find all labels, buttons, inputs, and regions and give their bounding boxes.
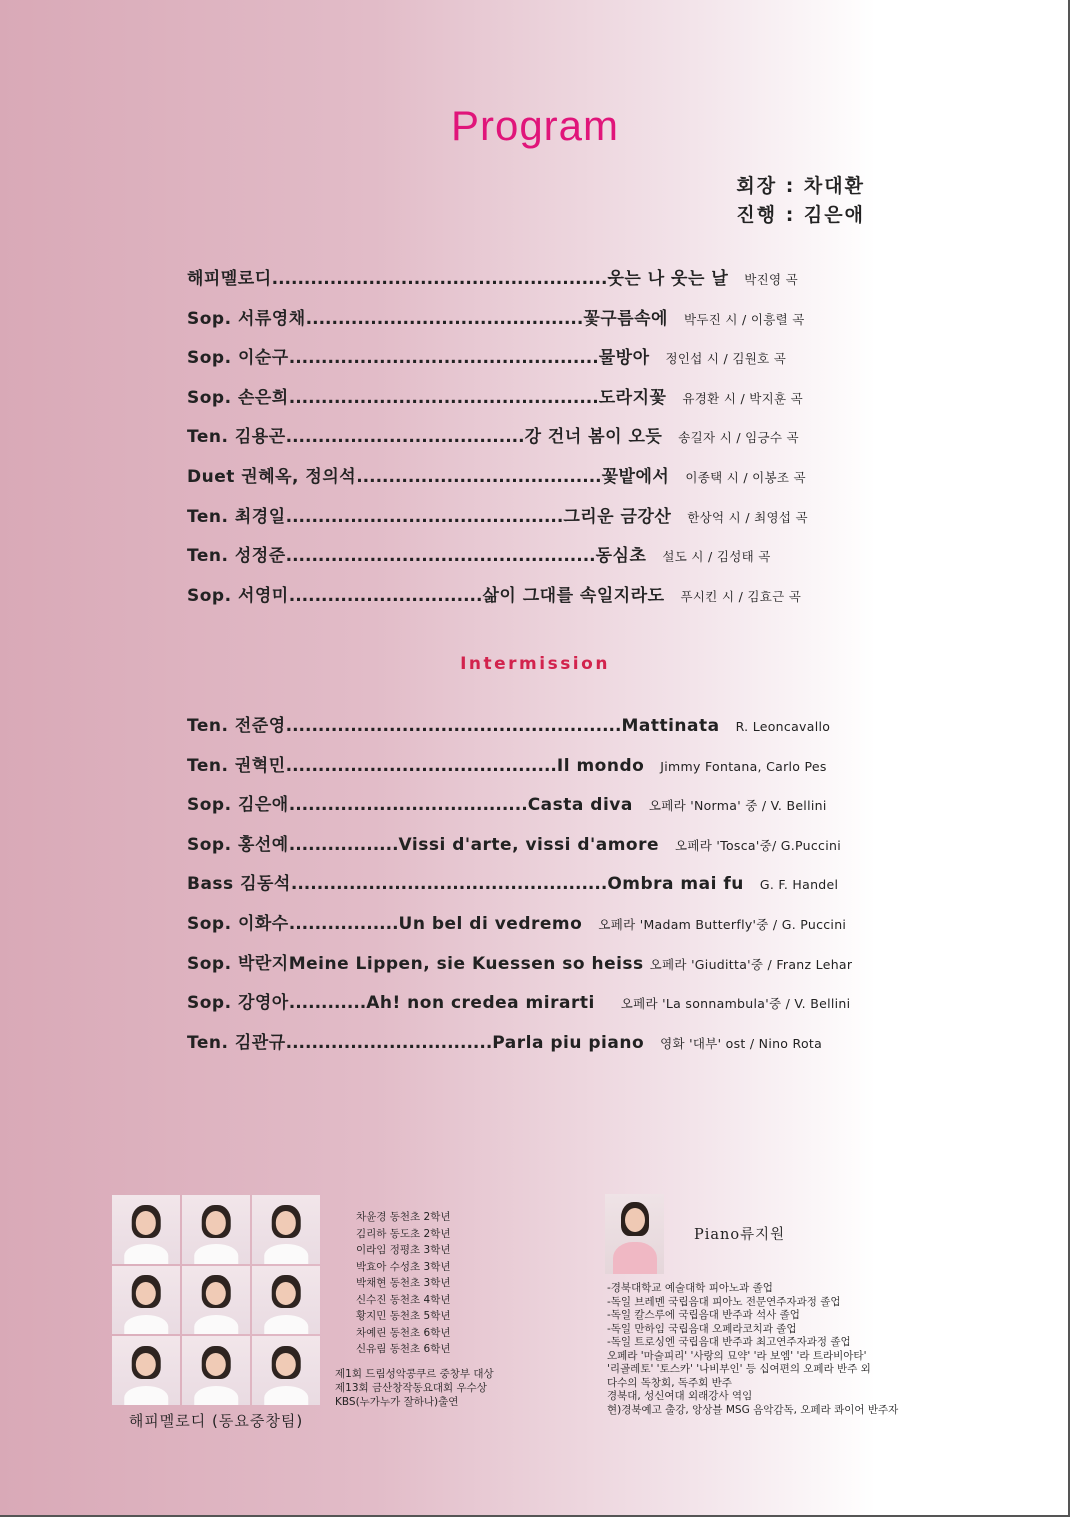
performer: Duet 권혜옥, 정의석 <box>187 467 357 487</box>
performer: Ten. 권혁민 <box>187 756 286 776</box>
leader-dots: ................. <box>288 835 399 855</box>
leader-dots: ............ <box>288 993 367 1013</box>
program-row <box>187 581 801 611</box>
leader-dots: ................................................. <box>290 874 608 894</box>
member-item: 차예린 동천초 6학년 <box>356 1326 451 1339</box>
host-emcee: 진행 : 김은애 <box>736 204 865 226</box>
member-item: 차윤경 동천초 2학년 <box>356 1211 451 1223</box>
program-row <box>187 830 841 860</box>
song-title: 삶이 그대를 속일지라도 <box>482 586 665 606</box>
member-photo <box>252 1336 320 1405</box>
song-credit: 오페라 'Tosca'중/ G.Puccini <box>675 838 841 853</box>
program-row <box>187 502 808 532</box>
leader-dots: ................................................ <box>288 348 599 368</box>
member-photo <box>252 1195 320 1264</box>
performer: Sop. 김은애 <box>187 795 289 815</box>
leader-dots: ..................................... <box>288 795 528 815</box>
performer: Sop. 홍선예 <box>187 835 289 855</box>
performer: Ten. 최경일 <box>187 507 286 527</box>
leader-dots: .............................. <box>288 586 483 606</box>
performer: Sop. 서류영채 <box>187 309 306 329</box>
leader-dots: .................................................... <box>285 716 622 736</box>
leader-dots: ................................................ <box>288 388 599 408</box>
member-photo <box>182 1195 250 1264</box>
leader-dots: ..................................... <box>285 427 525 447</box>
bio-line: -독일 트로싱엔 국립음대 반주과 최고연주자과정 졸업 <box>607 1336 851 1348</box>
program-row <box>187 751 827 781</box>
leader-dots: ................................................ <box>285 546 596 566</box>
performer: Bass 김동석 <box>187 874 291 894</box>
program-row <box>187 462 806 492</box>
award-list <box>335 1367 494 1409</box>
performer: Sop. 이화수 <box>187 914 289 934</box>
bio-line: -독일 만하임 국립음대 오페라코치과 졸업 <box>607 1322 797 1335</box>
performer: Sop. 박란지 <box>187 954 289 974</box>
pianist-name: Piano류지원 <box>694 1227 786 1243</box>
song-credit: 박진영 곡 <box>744 272 799 287</box>
performer: Sop. 서영미 <box>187 586 289 606</box>
member-item: 신수진 동천초 4학년 <box>356 1293 451 1306</box>
hosts-block <box>736 172 865 230</box>
song-credit: 박두진 시 / 이흥렬 곡 <box>683 312 805 327</box>
bio-line: -독일 브레멘 국립음대 피아노 전문연주자과정 졸업 <box>607 1295 841 1308</box>
program-row <box>187 711 830 741</box>
song-title: 그리운 금강산 <box>563 507 672 527</box>
bio-line: -독일 칼스루에 국립음대 반주과 석사 졸업 <box>607 1309 800 1321</box>
song-title: Vissi d'arte, vissi d'amore <box>398 835 660 855</box>
page-title: Program <box>450 102 620 149</box>
song-title: 도라지꽃 <box>598 388 667 408</box>
program-row <box>187 383 803 413</box>
program-row <box>187 909 846 939</box>
song-credit: 오페라 'Giuditta'중 / Franz Lehar <box>649 957 853 972</box>
song-title: 물방아 <box>598 348 650 368</box>
song-credit: 유경환 시 / 박지훈 곡 <box>682 391 804 406</box>
member-item: 신유림 동천초 6학년 <box>356 1343 451 1355</box>
award-item: 제13회 금산창작동요대회 우수상 <box>335 1382 487 1394</box>
group-caption: 해피멜로디 (동요중창팀) <box>128 1412 304 1430</box>
performer: Ten. 성정준 <box>187 546 286 566</box>
song-credit: 설도 시 / 김성태 곡 <box>662 549 771 564</box>
member-photo <box>112 1336 180 1405</box>
program-row <box>187 343 786 373</box>
song-credit: R. Leoncavallo <box>735 719 831 734</box>
host-chairman: 회장 : 차대환 <box>736 175 865 197</box>
song-title: Ombra mai fu <box>607 874 744 894</box>
performer: Sop. 이순구 <box>187 348 289 368</box>
pianist-photo <box>605 1194 664 1274</box>
leader-dots: ........................................... <box>285 507 564 527</box>
performer: Ten. 김용곤 <box>187 427 286 447</box>
program-row <box>187 264 798 294</box>
song-credit: 송길자 시 / 임긍수 곡 <box>678 430 799 445</box>
member-item: 박효아 수성초 3학년 <box>356 1260 451 1273</box>
song-credit: 한상억 시 / 최영섭 곡 <box>687 510 808 525</box>
song-title: Mattinata <box>621 716 720 736</box>
song-credit: Jimmy Fontana, Carlo Pes <box>660 759 827 774</box>
song-title: Un bel di vedremo <box>398 914 583 934</box>
bio-line: -경북대학교 예술대학 피아노과 졸업 <box>607 1282 773 1294</box>
bio-line: 경북대, 성신여대 외래강사 역임 <box>607 1390 753 1402</box>
leader-dots: .................................................... <box>271 269 608 289</box>
leader-dots: ........................................... <box>305 309 584 329</box>
bio-line: '리골레토' '토스카' '나비부인' 등 십여편의 오페라 반주 외 <box>607 1363 871 1375</box>
pianist-bio <box>607 1282 898 1417</box>
song-credit: 오페라 'La sonnambula'중 / V. Bellini <box>620 996 851 1011</box>
program-row <box>187 790 827 820</box>
song-title: 동심초 <box>595 546 647 566</box>
member-photo <box>112 1266 180 1335</box>
performer: Ten. 김관규 <box>187 1033 286 1053</box>
song-title: Casta diva <box>527 795 633 815</box>
song-credit: 정인섭 시 / 김원호 곡 <box>665 351 787 366</box>
song-credit: G. F. Handel <box>759 877 839 892</box>
song-credit: 이종택 시 / 이봉조 곡 <box>685 470 806 485</box>
leader-dots: ...................................... <box>356 467 602 487</box>
leader-dots: ................. <box>288 914 399 934</box>
program-row <box>187 949 852 979</box>
leader-dots: .......................................... <box>285 756 557 776</box>
song-title: Parla piu piano <box>492 1033 645 1053</box>
program-row <box>187 541 771 571</box>
program-row <box>187 988 850 1018</box>
song-title: Ah! non credea mirarti <box>366 993 595 1013</box>
group-photo-grid <box>112 1195 320 1405</box>
program-row <box>187 869 838 899</box>
member-photo <box>182 1266 250 1335</box>
award-item: KBS(누가누가 잘하나)출연 <box>335 1396 459 1408</box>
member-photo <box>112 1195 180 1264</box>
program-row <box>187 1028 822 1058</box>
song-title: 꽃구름속에 <box>583 309 668 329</box>
member-item: 김리하 동도초 2학년 <box>356 1227 451 1240</box>
program-row <box>187 422 799 452</box>
song-title: 강 건너 봄이 오듯 <box>524 427 663 447</box>
bio-line: 다수의 독창회, 독주회 반주 <box>607 1376 732 1389</box>
performer: Sop. 강영아 <box>187 993 289 1013</box>
song-credit: 영화 '대부' ost / Nino Rota <box>660 1036 823 1051</box>
performer: Ten. 전준영 <box>187 716 286 736</box>
song-credit: 푸시킨 시 / 김효근 곡 <box>680 589 802 604</box>
bio-line: 현)경북예고 출강, 앙상블 MSG 음악감독, 오페라 콰이어 반주자 <box>607 1403 899 1416</box>
bio-line: 오페라 '마술피리' '사랑의 묘약' '라 보엠' '라 트라비아타' <box>607 1349 867 1362</box>
song-title: Meine Lippen, sie Kuessen so heiss <box>288 954 644 974</box>
performer: Sop. 손은희 <box>187 388 289 408</box>
member-photo <box>252 1266 320 1335</box>
song-title: Il mondo <box>556 756 645 776</box>
award-item: 제1회 드림성악콩쿠르 중창부 대상 <box>335 1368 494 1380</box>
song-credit: 오페라 'Madam Butterfly'중 / G. Puccini <box>598 917 847 932</box>
song-credit: 오페라 'Norma' 중 / V. Bellini <box>648 798 827 813</box>
performer: 해피멜로디 <box>187 269 272 289</box>
song-title: 웃는 나 웃는 날 <box>607 269 729 289</box>
member-list <box>356 1209 451 1358</box>
member-photo <box>182 1336 250 1405</box>
member-item: 황지민 동천초 5학년 <box>356 1310 451 1322</box>
song-title: 꽃밭에서 <box>601 467 670 487</box>
program-row <box>187 304 805 334</box>
leader-dots: ................................ <box>285 1033 493 1053</box>
member-item: 박채현 동천초 3학년 <box>356 1277 451 1289</box>
member-item: 이라임 정평초 3학년 <box>356 1244 451 1256</box>
intermission-heading: Intermission <box>460 654 610 674</box>
